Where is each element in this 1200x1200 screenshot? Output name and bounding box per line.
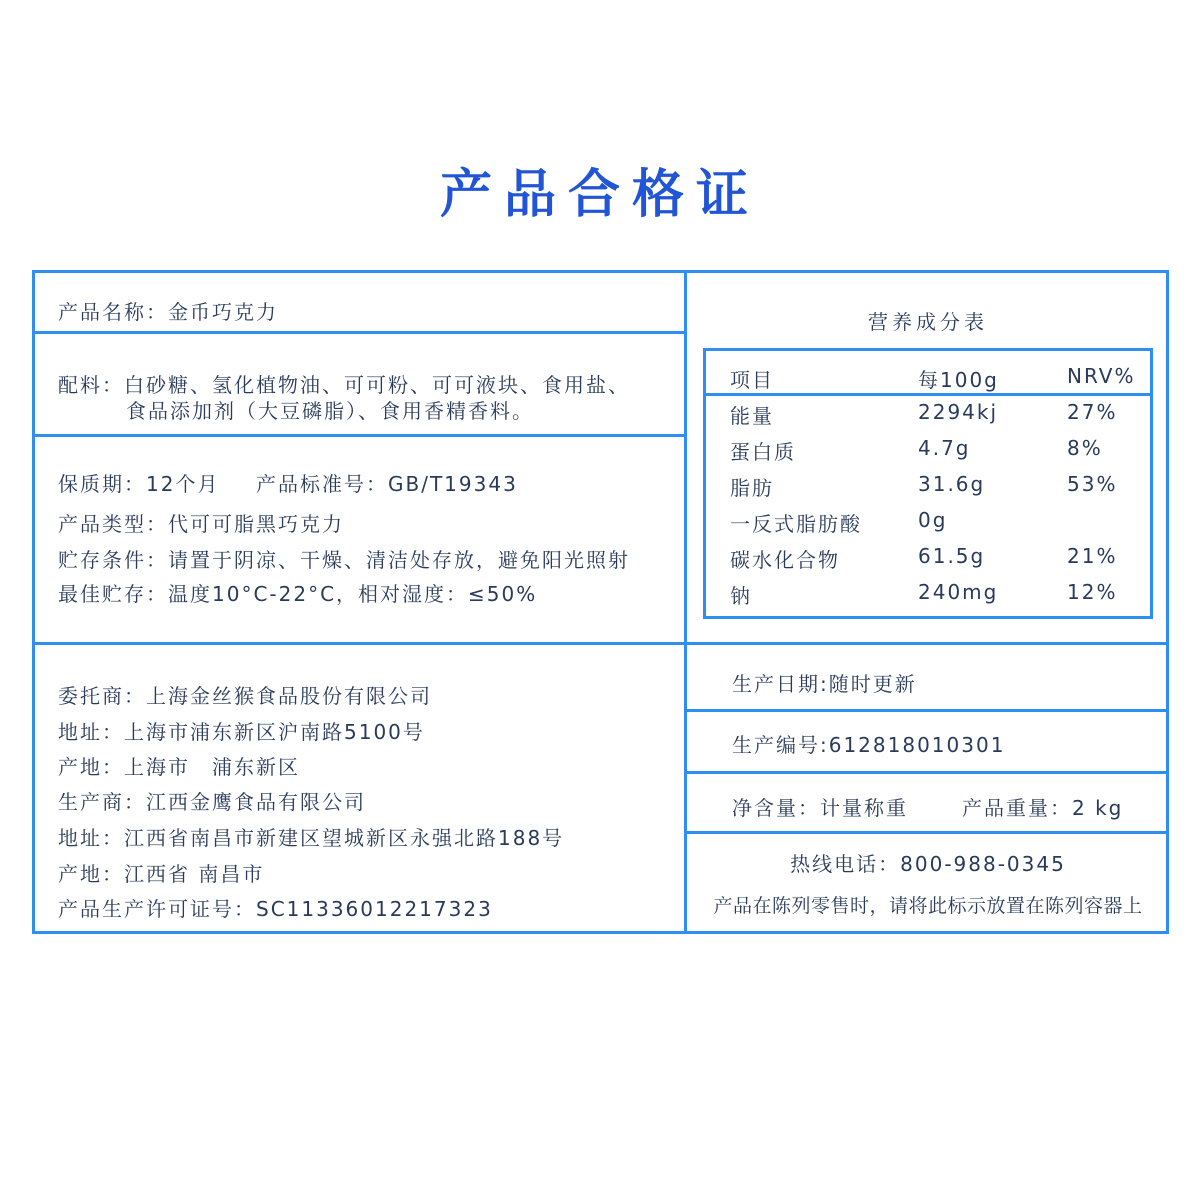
ingredients-line-2: 食品添加剂（大豆磷脂）、食用香精香料。 (126, 399, 534, 423)
standard-number: 产品标准号：GB/T19343 (256, 472, 518, 496)
nutrient-nrv: 8% (1067, 436, 1103, 460)
nutrition-row (730, 544, 1150, 574)
nutrient-amount: 61.5g (918, 544, 986, 568)
nutrition-row (730, 400, 1150, 430)
nutrition-header-item: 项目 (730, 368, 774, 392)
column-divider (684, 270, 687, 934)
nutrient-amount: 2294kj (918, 400, 999, 424)
nutrient-nrv: 53% (1067, 472, 1118, 496)
best-storage: 最佳贮存：温度10°C-22°C，相对湿度：≤50% (58, 582, 538, 606)
retail-note: 产品在陈列零售时，请将此标示放置在陈列容器上 (713, 895, 1143, 917)
nutrition-header-per100g: 每100g (918, 368, 999, 392)
product-type: 产品类型：代可可脂黑巧克力 (58, 512, 344, 536)
product-weight: 产品重量：2 kg (962, 796, 1124, 820)
divider (32, 434, 686, 437)
manufacturer: 生产商：江西金鹰食品有限公司 (58, 790, 366, 814)
storage-conditions: 贮存条件：请置于阴凉、干燥、清洁处存放，避免阳光照射 (58, 548, 630, 572)
license-number: 产品生产许可证号：SC11336012217323 (58, 897, 493, 921)
production-date: 生产日期:随时更新 (732, 672, 917, 696)
nutrient-name: 一反式脂肪酸 (730, 512, 862, 536)
nutrient-amount: 240mg (918, 580, 999, 604)
nutrition-header-nrv: NRV% (1067, 364, 1136, 388)
product-name: 产品名称：金币巧克力 (58, 300, 278, 324)
nutrient-name: 能量 (730, 404, 774, 428)
nutrient-amount: 31.6g (918, 472, 986, 496)
nutrient-nrv: 12% (1067, 580, 1118, 604)
divider (684, 831, 1169, 834)
manufacturer-address: 地址：江西省南昌市新建区望城新区永强北路188号 (58, 826, 565, 850)
nutrient-name: 钠 (730, 584, 752, 608)
manufacturer-origin: 产地：江西省 南昌市 (58, 862, 265, 886)
shelf-life: 保质期：12个月 (58, 472, 220, 496)
divider (684, 642, 1169, 645)
nutrition-row (730, 508, 1150, 538)
nutrient-nrv: 21% (1067, 544, 1118, 568)
client: 委托商：上海金丝猴食品股份有限公司 (58, 684, 432, 708)
client-origin: 产地：上海市 浦东新区 (58, 755, 300, 779)
divider (32, 642, 686, 645)
nutrient-name: 脂肪 (730, 476, 774, 500)
ingredients-line-1: 配料：白砂糖、氢化植物油、可可粉、可可液块、食用盐、 (58, 373, 630, 397)
divider (684, 771, 1169, 774)
divider (684, 709, 1169, 712)
client-address: 地址：上海市浦东新区沪南路5100号 (58, 720, 425, 744)
nutrition-row (730, 436, 1150, 466)
hotline: 热线电话：800-988-0345 (790, 852, 1066, 876)
page-title: 产品合格证 (439, 165, 760, 225)
nutrition-header (730, 364, 1150, 394)
divider (32, 331, 686, 334)
nutrient-amount: 4.7g (918, 436, 971, 460)
nutrient-nrv: 27% (1067, 400, 1118, 424)
nutrient-amount: 0g (918, 508, 948, 532)
nutrition-title: 营养成分表 (868, 310, 988, 334)
nutrient-name: 蛋白质 (730, 440, 796, 464)
production-code: 生产编号:612818010301 (732, 733, 1006, 757)
nutrition-row (730, 472, 1150, 502)
nutrient-name: 碳水化合物 (730, 548, 840, 572)
net-content: 净含量：计量称重 (732, 796, 908, 820)
nutrition-row (730, 580, 1150, 610)
